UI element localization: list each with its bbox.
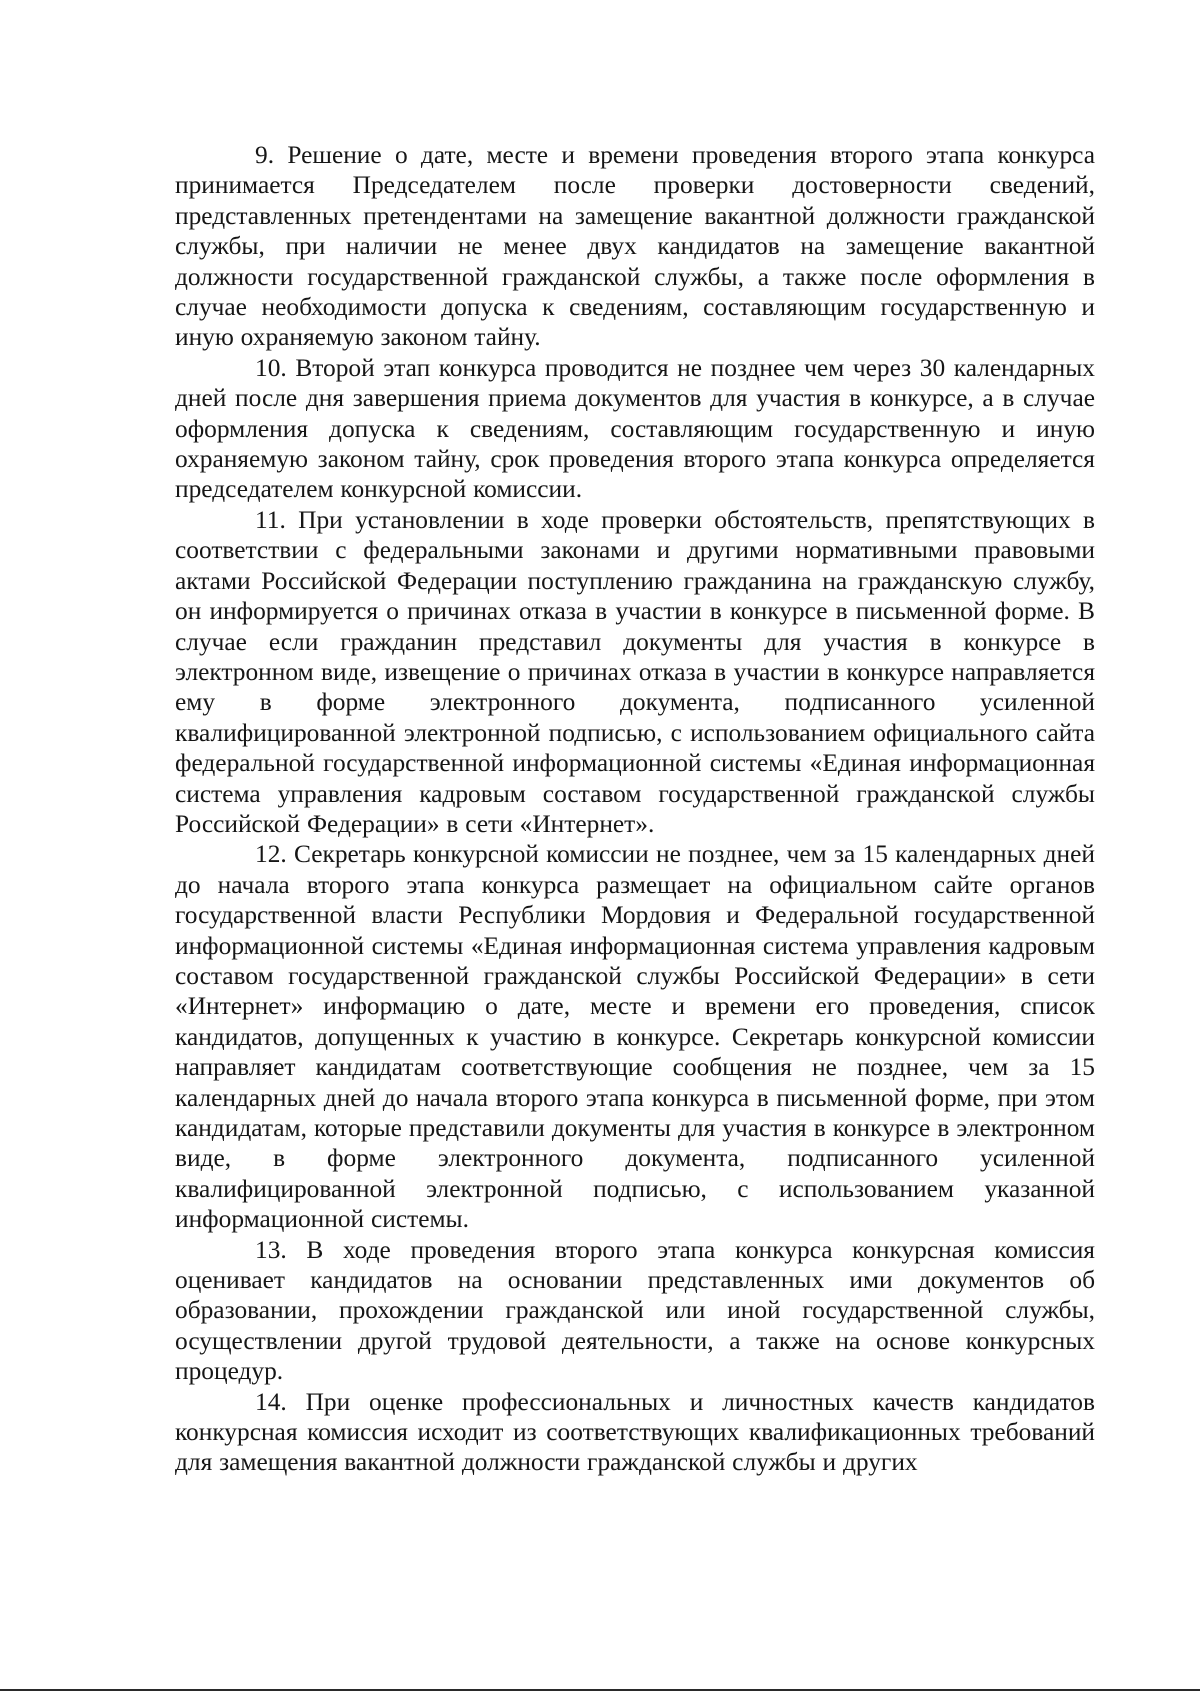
paragraph-10: 10. Второй этап конкурса проводится не позднее чем через 30 календарных дней после дня завершения приема документов для участия в конкурсе, а в случае оформления допуска к сведениям, составляющим государственную и иную охраняемую законом тайну, срок проведения второго этапа конкурса определяется председателем конкурсной комиссии. [175,353,1095,504]
paragraph-14: 14. При оценке профессиональных и личностных качеств кандидатов конкурсная комиссия исходит из соответствующих квалификационных требований для замещения вакантной должности гражданской службы и других [175,1387,1095,1477]
scan-edge-line [0,1689,1200,1691]
document-page [175,140,1095,1478]
paragraph-12: 12. Секретарь конкурсной комиссии не позднее, чем за 15 календарных дней до начала второго этапа конкурса размещает на официальном сайте органов государственной власти Республики Мордовия и Федеральной государственной информационной системы «Единая информационная система управления кадровым составом государственной гражданской службы Российской Федерации» в сети «Интернет» информацию о дате, месте и времени его проведения, список кандидатов, допущенных к участию в конкурсе. Секретарь конкурсной комиссии направляет кандидатам соответствующие сообщения не позднее, чем за 15 календарных дней до начала второго этапа конкурса в письменной форме, при этом кандидатам, которые представили документы для участия в конкурсе в электронном виде, в форме электронного документа, подписанного усиленной квалифицированной электронной подписью, с использованием указанной информационной системы. [175,840,1095,1234]
paragraph-13: 13. В ходе проведения второго этапа конкурса конкурсная комиссия оценивает кандидатов на основании представленных ими документов об образовании, прохождении гражданской или иной государственной службы, осуществлении другой трудовой деятельности, а также на основе конкурсных процедур. [175,1235,1095,1386]
paragraph-9: 9. Решение о дате, месте и времени проведения второго этапа конкурса принимается Председателем после проверки достоверности сведений, представленных претендентами на замещение вакантной должности гражданской службы, при наличии не менее двух кандидатов на замещение вакантной должности государственной гражданской службы, а также после оформления в случае необходимости допуска к сведениям, составляющим государственную и иную охраняемую законом тайну. [175,141,1095,352]
paragraph-11: 11. При установлении в ходе проверки обстоятельств, препятствующих в соответствии с федеральными законами и другими нормативными правовыми актами Российской Федерации поступлению гражданина на гражданскую службу, он информируется о причинах отказа в участии в конкурсе в письменной форме. В случае если гражданин представил документы для участия в конкурсе в электронном виде, извещение о причинах отказа в участии в конкурсе направляется ему в форме электронного документа, подписанного усиленной квалифицированной электронной подписью, с использованием официального сайта федеральной государственной информационной системы «Единая информационная система управления кадровым составом государственной гражданской службы Российской Федерации» в сети «Интернет». [175,505,1095,838]
